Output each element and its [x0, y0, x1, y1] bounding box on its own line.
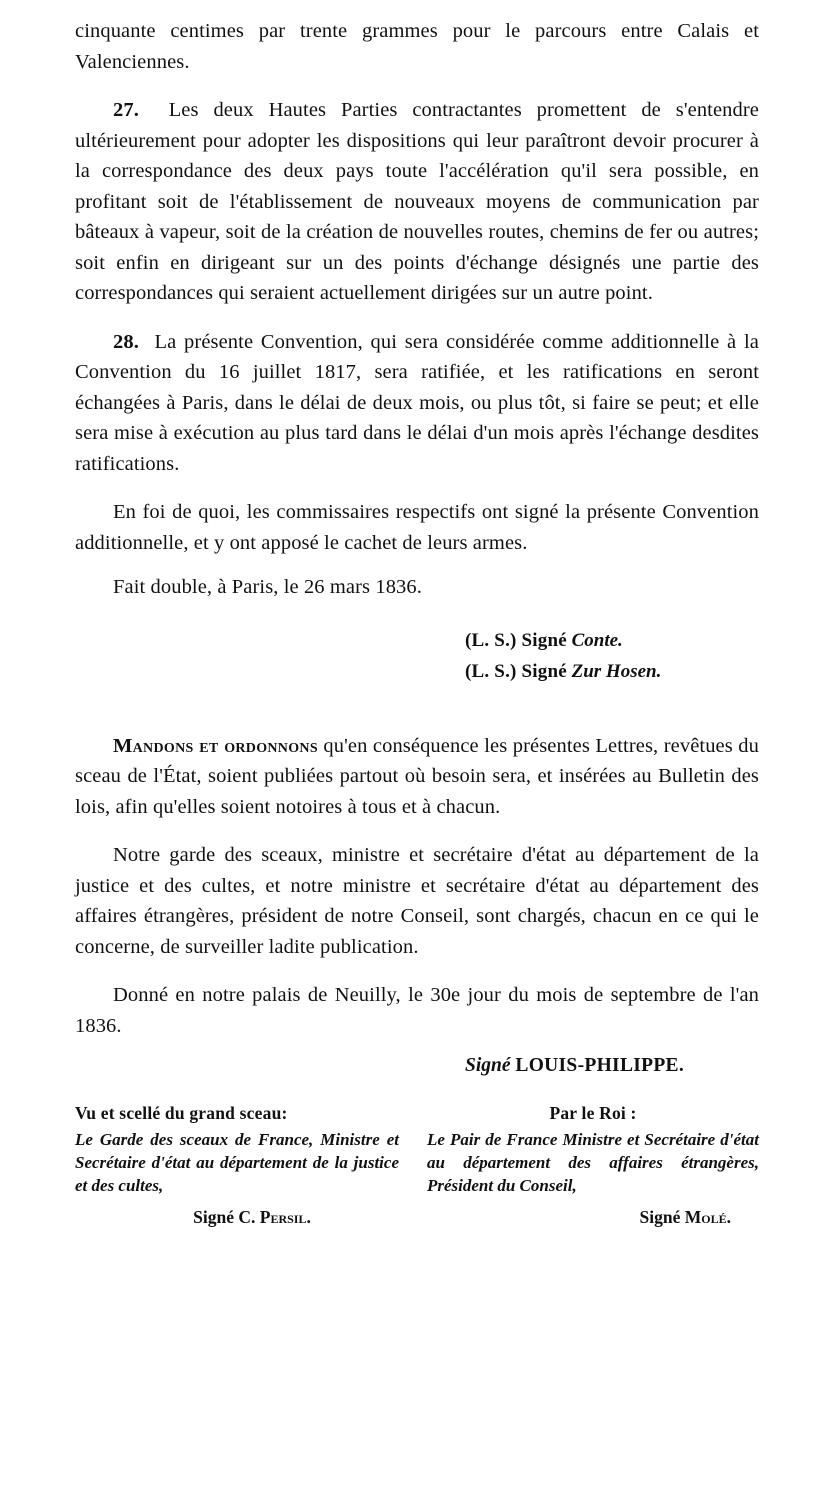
footer-right-body: Le Pair de France Ministre et Secrétaire d'état au département des affaires étrangères, Président du Conseil,: [427, 1130, 759, 1195]
article-28-number: 28.: [113, 330, 139, 353]
footer-right-signature: [427, 1207, 759, 1228]
continued-line-2: Calais et Valenciennes.: [75, 20, 759, 73]
continued-paragraph: [75, 16, 759, 77]
royal-signature-label: Signé: [465, 1055, 511, 1076]
article-27-text: Les deux Hautes Parties contractantes promettent de s'entendre ultérieurement pour adopter les dispositions qui leur paraîtront devoir procurer à la correspondance des deux pays toute l'accélération qu'il sera possible, en profitant soit de l'établissement de nouveaux moyens de communication par bâteaux à vapeur, soit de la création de nouvelles routes, chemins de fer ou autres; soit enfin en dirigeant sur un des points d'échange désignés une partie des correspondances qui seraient actuellement dirigées sur un autre point.: [75, 99, 759, 304]
place-date-paragraph: Fait double, à Paris, le 26 mars 1836.: [113, 576, 422, 598]
faith-paragraph: En foi de quoi, les commissaires respectifs ont signé la présente Convention additionnelle, et y ont apposé le cachet de leurs armes.: [75, 501, 759, 554]
footer-left-body: Le Garde des sceaux de France, Ministre et Secrétaire d'état au département de la justice et des cultes,: [75, 1130, 399, 1195]
article-27: [75, 95, 759, 309]
seal-signer-name: Conte.: [571, 629, 623, 651]
footer-left-signature-name: C. Persil.: [238, 1207, 311, 1227]
ministers-paragraph: Notre garde des sceaux, ministre et secrétaire d'état au département de la justice et des cultes, et notre ministre et secrétaire d'état au département des affaires étrangères, président de notre Conseil, sont chargés, chacun en ce qui le concerne, de surveiller ladite publication.: [75, 844, 759, 958]
footer-left-signature: [75, 1207, 399, 1228]
footer-left-block: [75, 1103, 417, 1228]
seal-label: (L. S.) Signé: [465, 660, 567, 682]
seal-label: (L. S.) Signé: [465, 629, 567, 651]
footer-right-block: [417, 1103, 759, 1228]
seal-signatures: [75, 625, 759, 687]
seal-signature-row: [465, 625, 759, 656]
footer-right-signature-name: Molé.: [684, 1207, 731, 1227]
seal-signer-name: Zur Hosen.: [571, 660, 662, 682]
royal-signature-name: LOUIS-PHILIPPE.: [515, 1055, 685, 1076]
article-28-text: La présente Convention, qui sera considérée comme additionnelle à la Convention du 16 juillet 1817, sera ratifiée, et les ratifications en seront échangées à Paris, dans le délai de deux mois, ou plus tôt, si faire se peut; et elle sera mise à exécution au plus tard dans le délai d'un mois après l'échange desdites ratifications.: [75, 330, 760, 475]
given-paragraph: Donné en notre palais de Neuilly, le 30e jour du mois de septembre de l'an 1836.: [75, 984, 759, 1037]
footer-right-heading: Par le Roi :: [549, 1103, 637, 1123]
seal-signature-row: [465, 656, 759, 687]
mandate-paragraph: [75, 731, 759, 823]
footer-signatures: [75, 1103, 759, 1228]
article-27-number: 27.: [113, 99, 139, 121]
footer-left-heading: Vu et scellé du grand sceau:: [75, 1103, 288, 1123]
footer-left-signature-label: Signé: [193, 1207, 234, 1227]
article-28: [75, 327, 759, 480]
text-column: [75, 8, 759, 1228]
mandate-lead: Mandons et ordonnons: [113, 734, 318, 757]
mandate-text: qu'en conséquence les présentes Lettres, revêtues du sceau de l'État, soient publiées partout où besoin sera, et insérées au Bulletin des lois, afin qu'elles soient notoires à tous et à chacun.: [75, 734, 759, 818]
footer-right-signature-label: Signé: [639, 1207, 681, 1227]
continued-line-1: cinquante centimes par trente grammes pour le parcours entre: [75, 20, 663, 42]
royal-signature: [75, 1055, 759, 1077]
